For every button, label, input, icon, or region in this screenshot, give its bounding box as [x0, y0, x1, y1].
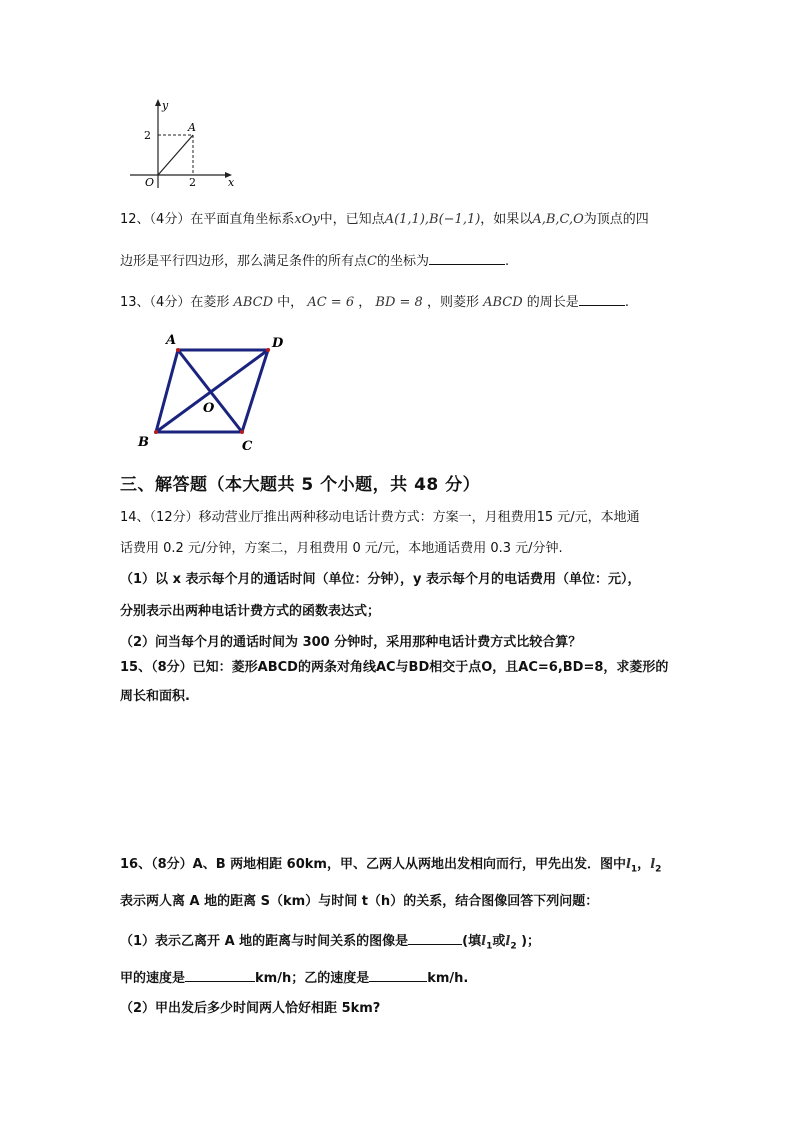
q13-line: 13、（4分）在菱形 ABCD 中， AC = 6 ， BD = 8 ，则菱形 ABCD 的周长是 . [120, 291, 629, 312]
point-a-label: A [188, 121, 196, 134]
coordinate-figure [128, 98, 248, 193]
q16-speed-yi-blank[interactable] [369, 967, 427, 982]
x-tick-2: 2 [189, 176, 196, 189]
q16-line-5: （2）甲出发后多少时间两人恰好相距 5km? [120, 1001, 381, 1016]
label-b: B [138, 435, 149, 450]
label-c: C [242, 439, 253, 454]
q16-speed-jia-blank[interactable] [185, 967, 255, 982]
q16-line-2: 表示两人离 A 地的距离 S（km）与时间 t（h）的关系，结合图像回答下列问题： [120, 894, 599, 909]
q13-answer-blank[interactable] [579, 291, 625, 306]
segment-oa [158, 135, 193, 175]
origin-label: O [145, 176, 155, 189]
q16-graph-blank[interactable] [408, 930, 462, 945]
q15-line-2: 周长和面积. [120, 689, 190, 704]
q16-line-4: 甲的速度是 km/h；乙的速度是 km/h. [120, 967, 468, 988]
rhombus-figure [132, 330, 292, 455]
q14-line-3: （1）以 x 表示每个月的通话时间（单位：分钟），y 表示每个月的电话费用（单位：元）， [120, 572, 641, 587]
vertex-b [154, 430, 158, 434]
q14-line-2: 话费用 0.2 元/分钟，方案二，月租费用 0 元/元，本地通话费用 0.3 元/分钟. [120, 541, 563, 556]
y-axis-label: y [162, 99, 169, 112]
y-tick-2: 2 [144, 129, 151, 142]
vertex-c [240, 430, 244, 434]
q16-line-3: （1）表示乙离开 A 地的距离与时间关系的图像是 (填$l_1$或$l_2$ )； [120, 930, 540, 956]
q12-answer-blank[interactable] [429, 250, 505, 265]
x-axis-label: x [228, 176, 235, 189]
label-a: A [166, 333, 177, 348]
y-axis-arrow [155, 99, 161, 106]
q15-line-1: 15、（8分）已知：菱形ABCD的两条对角线AC与BD相交于点O，且AC=6,BD=8，求菱形的 [120, 660, 669, 675]
q14-line-4: 分别表示出两种电话计费方式的函数表达式； [120, 604, 381, 619]
vertex-d [266, 348, 270, 352]
q14-line-1: 14、（12分）移动营业厅推出两种移动电话计费方式：方案一，月租费用15 元/元，本地通 [120, 510, 640, 525]
q16-line-1: 16、（8分）A、B 两地相距 60km，甲、乙两人从两地出发相向而行，甲先出发．图中$l_1$，$l_2$ [120, 857, 662, 875]
section-title: 三、解答题（本大题共 5 个小题，共 48 分） [120, 475, 481, 495]
vertex-a [176, 348, 180, 352]
label-o: O [203, 401, 215, 416]
diagonal-bd [156, 350, 268, 432]
q12-line-2: 边形是平行四边形，那么满足条件的所有点C的坐标为 . [120, 250, 509, 271]
q12-line-1: 12、（4分）在平面直角坐标系xOy中，已知点A(1,1),B(−1,1)，如果以A,B,C,O为顶点的四 [120, 212, 649, 227]
label-d: D [272, 336, 284, 351]
q14-line-5: （2）问当每个月的通话时间为 300 分钟时，采用那种电话计费方式比较合算？ [120, 635, 582, 650]
